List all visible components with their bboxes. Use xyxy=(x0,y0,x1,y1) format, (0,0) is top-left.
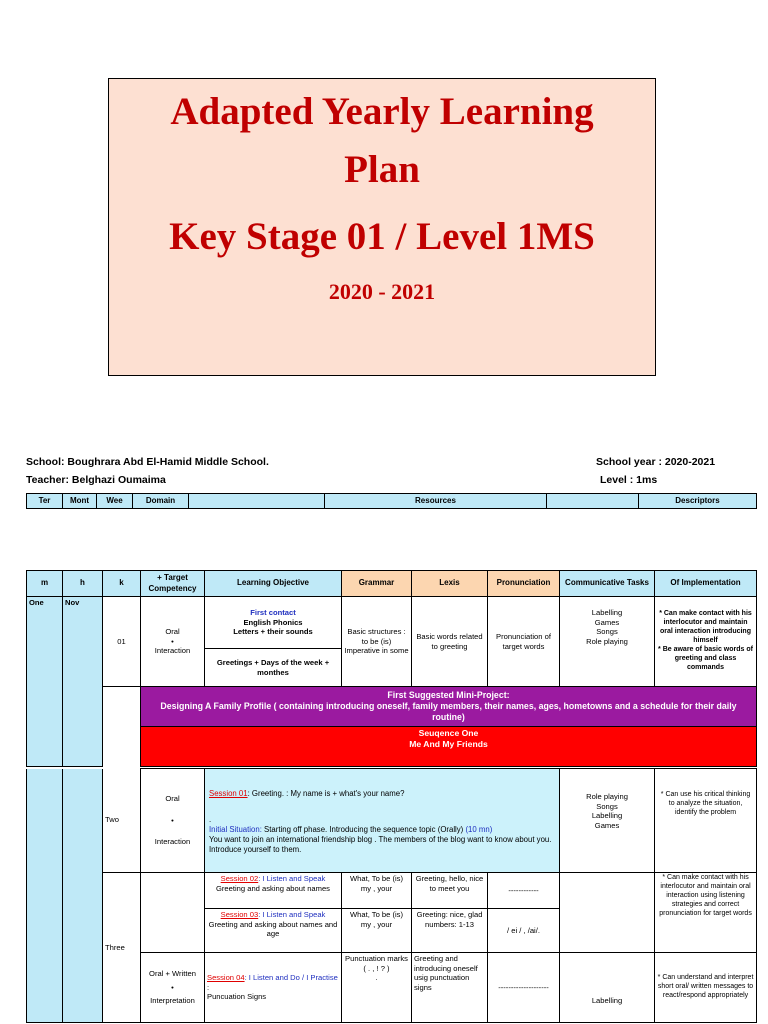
competency-cell xyxy=(141,953,205,1023)
session-04-label: Session 04 xyxy=(207,972,245,982)
objective-line: Letters + their sounds xyxy=(233,627,313,637)
task-item: Games xyxy=(594,821,620,831)
strip-week: Wee xyxy=(97,494,133,509)
grammar-cell: What, To be (is) my , your xyxy=(342,909,412,953)
school-name: School: Boughrara Abd El-Hamid Middle School. xyxy=(26,456,269,468)
session-04-cell xyxy=(205,953,342,1023)
comp-line: Oral xyxy=(165,626,180,636)
yearly-plan-table-lower xyxy=(26,768,757,1023)
session-03-cell xyxy=(205,909,342,953)
session-04-line xyxy=(207,973,339,992)
session-03-text: Greeting and asking about names and age xyxy=(208,919,338,939)
lexis-cell: Greeting, hello, nice to meet you xyxy=(412,873,488,909)
impl-cell: * Can understand and interpret short oral/ written messages to react/respond appropriately xyxy=(655,953,757,1023)
title-card xyxy=(108,78,656,376)
pron-cell: ------------ xyxy=(488,873,560,909)
initial-body: You want to join an international friendship blog . The members of the blog want to know about you. Introduce yourself to them. xyxy=(209,834,552,854)
lexis-cell: Greeting: nice, glad numbers: 1-13 xyxy=(412,909,488,953)
strip-resources: Resources xyxy=(325,494,547,509)
strip-blank-2 xyxy=(547,494,639,509)
title-line-1: Adapted Yearly Learning xyxy=(170,90,594,133)
tasks-blank xyxy=(560,873,655,953)
col-target: + Target Competency xyxy=(141,571,205,597)
session-03-title: : I Listen and Speak xyxy=(258,910,326,919)
competency-cell xyxy=(141,769,205,873)
sequence-title: Seuqence One xyxy=(418,728,479,738)
session-02-title: : I Listen and Speak xyxy=(258,874,326,883)
strip-month: Mont xyxy=(63,494,97,509)
col-m: m xyxy=(27,571,63,597)
project-title: First Suggested Mini-Project: xyxy=(387,689,510,700)
project-row xyxy=(27,687,757,727)
pron-cell: Pronunciation of target words xyxy=(488,597,560,687)
strip-domain: Domain xyxy=(133,494,189,509)
task-item: Songs xyxy=(596,627,618,637)
comp-line: • xyxy=(171,636,174,646)
grammar-dot: . xyxy=(375,973,378,983)
comp-line: • xyxy=(171,982,174,992)
table-row xyxy=(27,769,757,873)
col-lexis: Lexis xyxy=(412,571,488,597)
strip-descriptors: Descriptors xyxy=(639,494,757,509)
impl-cell xyxy=(655,597,757,687)
comp-line: • xyxy=(171,815,174,825)
objective-cell xyxy=(205,597,342,649)
objective-days-cell: Greetings + Days of the week + monthes xyxy=(205,649,342,687)
lexis-cell: Basic words related to greeting xyxy=(412,597,488,687)
task-item: Songs xyxy=(596,801,618,811)
top-header-strip xyxy=(26,493,757,509)
grammar-cell: What, To be (is) my , your xyxy=(342,873,412,909)
tasks-cell xyxy=(560,769,655,873)
initial-label: Initial Situation: xyxy=(209,824,262,834)
col-objective: Learning Objective xyxy=(205,571,342,597)
session-01-label: Session 01 xyxy=(209,789,248,798)
col-k: k xyxy=(103,571,141,597)
col-impl: Of Implementation xyxy=(655,571,757,597)
impl-item: * Be aware of basic words of greeting and class commands xyxy=(658,645,753,671)
sequence-subtitle: Me And My Friends xyxy=(409,739,488,749)
col-h: h xyxy=(63,571,103,597)
project-description: Designing A Family Profile ( containing introducing oneself, family members, their names, ages, hometowns and a schedule for their daily routine) xyxy=(160,700,737,723)
col-pron: Pronunciation xyxy=(488,571,560,597)
impl-item: * Can make contact with his interlocutor and maintain oral interaction introducing himself xyxy=(659,610,752,645)
task-item: Games xyxy=(594,617,620,627)
session-02-line xyxy=(207,874,339,884)
session-03-label: Session 03 xyxy=(220,910,259,919)
title-line-2: Plan xyxy=(344,148,420,191)
title-year: 2020 - 2021 xyxy=(328,279,436,304)
session-01-line xyxy=(209,789,555,799)
session-01-cell xyxy=(205,769,560,873)
table-row xyxy=(27,873,757,909)
session-04-text: Puncuation Signs xyxy=(207,992,267,1002)
comp-line: Oral xyxy=(165,793,180,803)
initial-text: Starting off phase. Introducing the sequence topic (Orally) xyxy=(261,824,464,834)
task-item: Labelling xyxy=(591,811,623,821)
competency-blank xyxy=(141,873,205,953)
month-cell: Nov xyxy=(63,597,103,767)
task-item: Role playing xyxy=(586,637,628,647)
comp-line: Interaction xyxy=(154,837,191,847)
session-02-cell xyxy=(205,873,342,909)
week-two-cell: Two xyxy=(103,769,141,873)
comp-line: Interaction xyxy=(154,646,191,656)
initial-situation-line xyxy=(209,825,555,835)
week-spacer-cell xyxy=(103,687,141,767)
pron-cell: / ei / , /ai/. xyxy=(488,909,560,953)
strip-term: Ter xyxy=(27,494,63,509)
month-cell-cont xyxy=(63,769,103,1023)
title-line-3: Key Stage 01 / Level 1MS xyxy=(169,215,595,258)
comp-line: Oral + Written xyxy=(149,968,196,978)
pron-cell: -------------------- xyxy=(488,953,560,1023)
session-02-label: Session 02 xyxy=(220,874,259,883)
session-04-title: : I Listen and Do / I Practise xyxy=(244,972,338,982)
task-item: Labelling xyxy=(591,608,623,617)
tasks-cell xyxy=(560,597,655,687)
session-01-text: : Greeting. : My name is + what's your name? xyxy=(247,789,405,798)
task-item: Role playing xyxy=(586,792,628,801)
session-04-colon: : xyxy=(207,982,210,992)
objective-line: English Phonics xyxy=(243,617,303,627)
table-row xyxy=(27,597,757,649)
strip-blank-1 xyxy=(189,494,325,509)
competency-cell xyxy=(141,597,205,687)
comp-line: Interpretation xyxy=(150,996,195,1006)
col-grammar: Grammar xyxy=(342,571,412,597)
term-cell: One xyxy=(27,597,63,767)
week-three-cell: Three xyxy=(103,873,141,1023)
objective-title: First contact xyxy=(250,607,296,617)
level: Level : 1ms xyxy=(600,474,658,486)
dot-line: . xyxy=(209,814,212,824)
col-tasks: Communicative Tasks xyxy=(560,571,655,597)
project-banner xyxy=(141,687,757,727)
tasks-cell: Labelling xyxy=(560,953,655,1023)
teacher-name: Teacher: Belghazi Oumaima xyxy=(26,474,166,486)
lexis-cell: Greeting and introducing oneself usig punctuation signs xyxy=(412,953,488,1023)
table-header-row xyxy=(27,571,757,597)
session-03-line xyxy=(207,910,339,920)
week-01-cell: 01 xyxy=(103,597,141,687)
session-02-text: Greeting and asking about names xyxy=(216,883,330,893)
grammar-cell xyxy=(342,953,412,1023)
school-year: School year : 2020-2021 xyxy=(596,456,716,468)
sequence-banner xyxy=(141,727,757,767)
impl-cell: * Can make contact with his interlocutor and maintain oral interaction using listening strategies and correct pronunciation for target words xyxy=(655,873,757,953)
grammar-text: Punctuation marks ( . , ! ? ) xyxy=(345,954,408,973)
yearly-plan-table xyxy=(26,570,757,767)
term-cell-cont xyxy=(27,769,63,1023)
impl-cell: * Can use his critical thinking to analyze the situation, identify the problem xyxy=(655,769,757,873)
initial-time: (10 mn) xyxy=(465,824,493,834)
grammar-cell: Basic structures : to be (is) Imperative in some xyxy=(342,597,412,687)
